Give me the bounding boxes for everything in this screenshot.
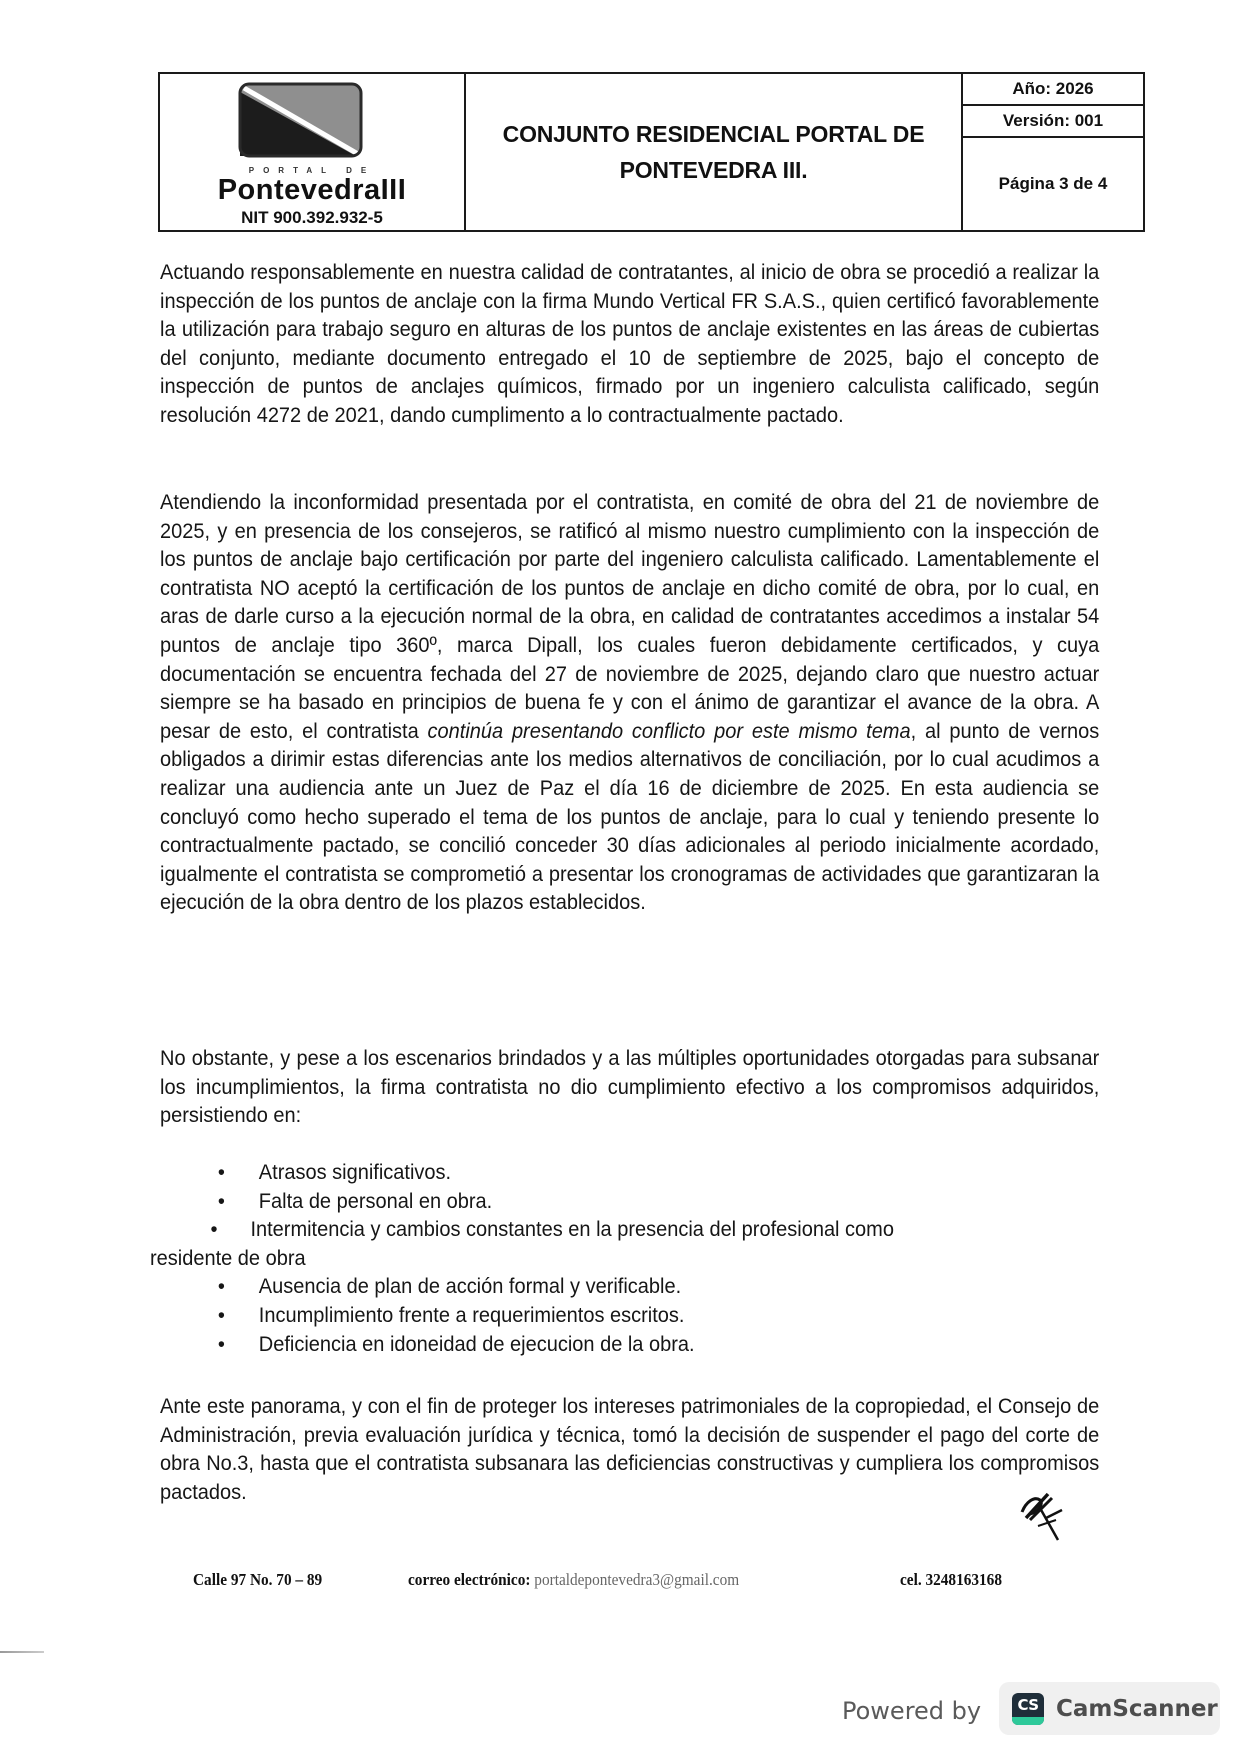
list-item-text: Intermitencia y cambios constantes en la presencia del profesional como (250, 1217, 894, 1242)
footer-email-label: correo electrónico: (408, 1570, 531, 1589)
document-footer (193, 1570, 1093, 1600)
header-meta-cell (963, 74, 1143, 230)
list-item-text: Atrasos significativos. (258, 1160, 452, 1184)
logo-nit: NIT 900.392.932-5 (241, 208, 383, 227)
list-item-text: Ausencia de plan de acción formal y verificable. (258, 1274, 682, 1299)
paragraph-2-italic: continúa presentando conflicto por este mismo tema (427, 718, 911, 743)
paragraph-2-part-1: Atendiendo la inconformidad presentada por el contratista, en comité de obra del 21 de noviembre de 2025, y en presencia de los consejeros, se ratificó al mismo nuestro cumplimiento con la inspección de los puntos de anclaje bajo certificación por parte del ingeniero calculista calificado. Lamentablemente el contratista NO aceptó la certificación de los puntos de anclaje en dicho comité de obra, por lo cual, en aras de darle curso a la ejecución normal de la obra, en calidad de contratantes accedimos a instalar 54 puntos de anclaje tipo 360º, marca Dipall, los cuales fueron debidamente certificados, y cuya documentación se encuentra fechada del 27 de noviembre de 2025, dejando claro que nuestro actuar siempre se ha basado en principios de buena fe y con el ánimo de garantizar el avance de la obra. A pesar de esto, el contratista (160, 490, 1100, 743)
bullet-icon: • (217, 1188, 225, 1213)
list-item-text: Falta de personal en obra. (258, 1188, 493, 1213)
pontevedra-logo-icon (238, 82, 363, 158)
list-item (150, 1301, 894, 1330)
document-title (503, 116, 925, 188)
camscanner-brand: CamScanner (1056, 1695, 1218, 1722)
list-item-text: Incumplimiento frente a requerimientos escritos. (258, 1302, 685, 1327)
list-item (150, 1215, 894, 1244)
handwritten-initials-icon (1018, 1488, 1068, 1543)
title-line-2: PONTEVEDRA III. (619, 157, 808, 183)
scan-edge-line (0, 1651, 44, 1653)
document-year: Año: 2026 (963, 74, 1143, 106)
noncompliance-list (150, 1158, 894, 1358)
logo-name: PontevedraIII (217, 174, 407, 206)
powered-by-label: Powered by (842, 1697, 982, 1725)
bullet-icon: • (217, 1160, 225, 1184)
paragraph-anchor-inspection (160, 258, 1099, 430)
header-title-cell (466, 74, 963, 230)
list-item (150, 1158, 894, 1187)
bullet-icon: • (217, 1302, 225, 1327)
list-item-text: Deficiencia en idoneidad de ejecucion de la obra. (258, 1331, 695, 1356)
camscanner-logo-icon (1012, 1693, 1044, 1725)
paragraph-4-text: Ante este panorama, y con el fin de proteger los intereses patrimoniales de la copropiedad, el Consejo de Administración, previa evaluación jurídica y técnica, tomó la decisión de suspender el pago del corte de obra No.3, hasta que el contratista subsanara las deficiencias constructivas y cumpliera los compromisos pactados. (160, 1394, 1100, 1504)
bullet-icon: • (217, 1331, 225, 1356)
footer-address: Calle 97 No. 70 – 89 (193, 1570, 323, 1589)
paragraph-2-text (160, 488, 1099, 917)
paragraph-3-text: No obstante, y pese a los escenarios brindados y a las múltiples oportunidades otorgadas para subsanar los incumplimientos, la firma contratista no dio cumplimiento efectivo a los compromisos adquiridos, persistiendo en: (160, 1046, 1100, 1128)
paragraph-1-text: Actuando responsablemente en nuestra calidad de contratantes, al inicio de obra se procedió a realizar la inspección de los puntos de anclaje con la firma Mundo Vertical FR S.A.S., quien certificó favorablemente la utilización para trabajo seguro en alturas de los puntos de anclaje existentes en las áreas de cubiertas del conjunto, mediante documento entregado el 10 de septiembre de 2025, bajo el concepto de inspección de puntos de anclajes químicos, firmado por un ingeniero calculista calificado, según resolución 4272 de 2021, dando cumplimento a lo contractualmente pactado. (160, 260, 1100, 427)
document-version: Versión: 001 (963, 106, 1143, 138)
bullet-icon: • (217, 1274, 225, 1299)
page-number: Página 3 de 4 (998, 174, 1108, 193)
paragraph-payment-suspension (160, 1392, 1099, 1506)
list-item (150, 1330, 894, 1359)
paragraph-2-part-2: , al punto de vernos obligados a dirimir estas diferencias ante los medios alternativos de conciliación, por lo cual acudimos a realizar una audiencia ante un Juez de Paz el día 16 de diciembre de 2025. En esta audiencia se concluyó como hecho superado el tema de los puntos de anclaje, para lo cual y teniendo presente lo contractualmente pactado, se concilió conceder 30 días adicionales al periodo inicialmente acordado, igualmente el contratista se comprometió a presentar los cronogramas de actividades que garantizaran la ejecución de la obra dentro de los plazos establecidos. (160, 718, 1100, 915)
camscanner-logo-accent (1012, 1717, 1044, 1725)
paragraph-nonconformity (160, 488, 1099, 917)
camscanner-logo-text: CS (1017, 1695, 1039, 1714)
header-logo-cell (160, 74, 466, 230)
footer-email (408, 1570, 739, 1590)
paragraph-noncompliance-intro (160, 1044, 1099, 1130)
footer-phone: cel. 3248163168 (900, 1570, 1002, 1589)
document-header (158, 72, 1145, 232)
camscanner-badge (999, 1682, 1220, 1735)
logo-tagline: PORTAL DE (248, 166, 376, 175)
footer-email-address: portaldepontevedra3@gmail.com (534, 1570, 740, 1589)
list-item-continuation: residente de obra (150, 1245, 306, 1270)
list-item (150, 1187, 894, 1216)
title-line-1: CONJUNTO RESIDENCIAL PORTAL DE (502, 121, 925, 147)
list-item (150, 1272, 894, 1301)
bullet-icon: • (210, 1217, 218, 1242)
